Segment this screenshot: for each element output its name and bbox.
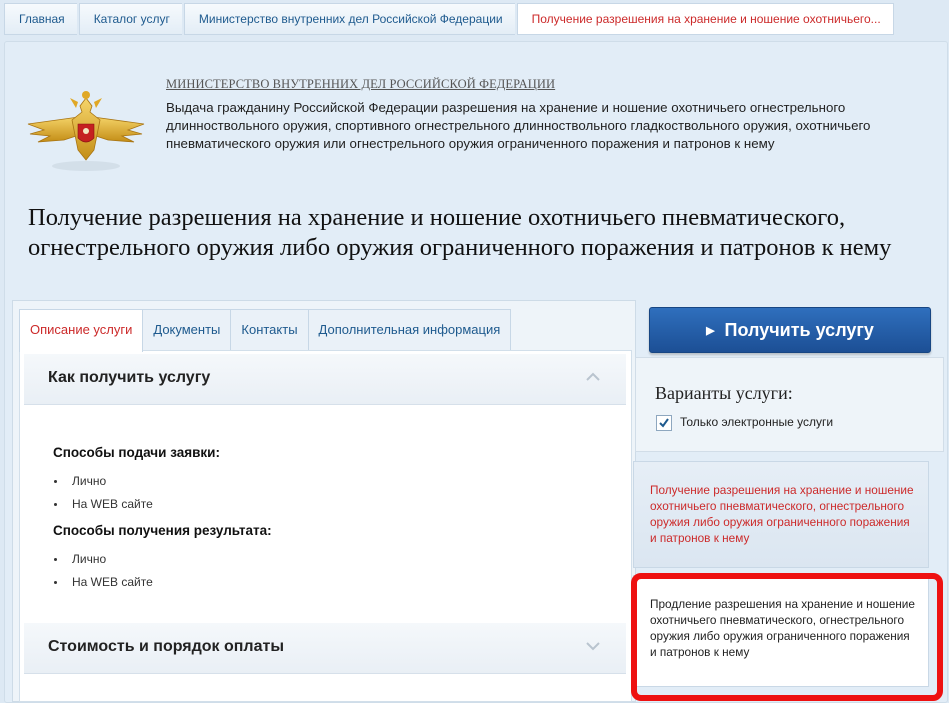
breadcrumb-current: Получение разрешения на хранение и ношение охотничьего...: [517, 3, 894, 35]
list-item: На WEB сайте: [60, 497, 153, 511]
list-item: На WEB сайте: [60, 575, 153, 589]
breadcrumb-catalog[interactable]: Каталог услуг: [79, 3, 182, 35]
play-arrow-icon: ▶: [706, 325, 715, 337]
result-methods-heading: Способы получения результата:: [53, 523, 272, 538]
get-service-button[interactable]: ▶ Получить услугу: [649, 307, 931, 353]
variants-title: Варианты услуги:: [655, 383, 793, 403]
breadcrumb: [4, 3, 896, 33]
service-description: Выдача гражданину Российской Федерации разрешения на хранение и ношение охотничьего огнестрельного длинноствольного оружия, спортивного огнестрельного длинноствольного гладкоствольного оружия, охотничьего пневматического оружия или огнестрельного оружия ограниченного поражения и патронов к нему: [166, 100, 871, 151]
tab-contacts[interactable]: Контакты: [230, 309, 308, 350]
breadcrumb-home[interactable]: Главная: [4, 3, 77, 35]
highlight-box: [631, 573, 943, 701]
list-item: Лично: [60, 474, 106, 488]
variant-renew-link[interactable]: Продление разрешения на хранение и ношение охотничьего пневматического, огнестрельного оружия либо оружия ограниченного поражения и патронов к нему: [650, 597, 915, 659]
only-electronic-checkbox[interactable]: [656, 415, 672, 431]
tab-description[interactable]: Описание услуги: [19, 309, 143, 352]
accordion-title: Как получить услугу: [48, 369, 211, 386]
tab-additional-info[interactable]: Дополнительная информация: [308, 309, 512, 350]
ministry-name[interactable]: МИНИСТЕРСТВО ВНУТРЕННИХ ДЕЛ РОССИЙСКОЙ ФЕДЕРАЦИИ: [166, 77, 556, 91]
submit-methods-heading: Способы подачи заявки:: [53, 445, 220, 460]
page-title: Получение разрешения на хранение и ношение охотничьего пневматического, огнестрельного оружия либо оружия ограниченного поражения и патронов к нему: [28, 204, 892, 261]
only-electronic-label[interactable]: Только электронные услуги: [680, 415, 834, 429]
accordion-cost[interactable]: [24, 623, 626, 674]
list-item: Лично: [60, 552, 106, 566]
variants-panel: [635, 357, 944, 452]
accordion-title: Стоимость и порядок оплаты: [48, 638, 284, 655]
chevron-down-icon: [586, 640, 600, 654]
breadcrumb-ministry[interactable]: Министерство внутренних дел Российской Федерации: [184, 3, 515, 35]
mvd-emblem-icon: [24, 86, 148, 174]
tab-bar: [19, 309, 510, 351]
chevron-up-icon: [586, 371, 600, 385]
variant-obtain-link[interactable]: Получение разрешения на хранение и ношение охотничьего пневматического, огнестрельного оружия либо оружия ограниченного поражения и патронов к нему: [650, 483, 914, 545]
accordion-how-to-get[interactable]: [24, 354, 626, 405]
tab-documents[interactable]: Документы: [142, 309, 231, 350]
